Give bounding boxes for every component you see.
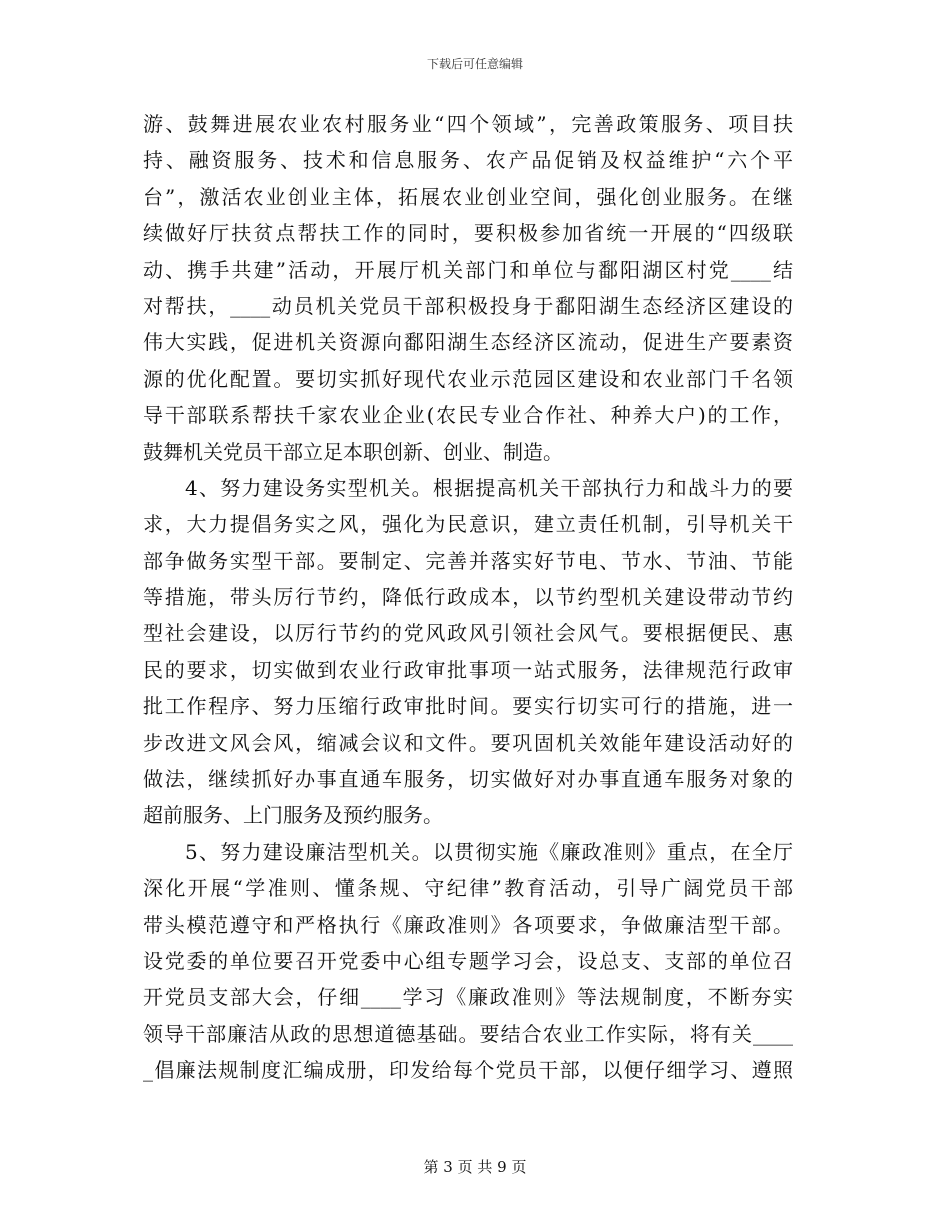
text-line: 开党员支部大会，仔细____学习《廉政准则》等法规制度，不断夯实 <box>143 985 793 1010</box>
text-line: 等措施，带头厉行节约，降低行政成本，以节约型机关建设带动节约 <box>143 585 793 610</box>
text-line: 动、携手共建”活动，开展厅机关部门和单位与鄱阳湖区村党____结 <box>143 257 793 282</box>
text-line: 领导干部廉洁从政的思想道德基础。要结合农业工作实际，将有关____ <box>143 1021 793 1046</box>
text-line: 导干部联系帮扶千家农业企业(农民专业合作社、种养大户)的工作， <box>143 403 793 428</box>
section-heading-line: 4、努力建设务实型机关。根据提高机关干部执行力和战斗力的要 <box>185 475 793 500</box>
text-line: 求，大力提倡务实之风，强化为民意识，建立责任机制，引导机关干 <box>143 512 793 537</box>
page-number: 第 3 页 共 9 页 <box>423 1158 527 1176</box>
text-line: 源的优化配置。要切实抓好现代农业示范园区建设和农业部门千名领 <box>143 366 793 391</box>
text-line: 设党委的单位要召开党委中心组专题学习会，设总支、支部的单位召 <box>143 948 793 973</box>
text-line: 伟大实践，促进机关资源向鄱阳湖生态经济区流动，促进生产要素资 <box>143 330 793 355</box>
text-line: _倡廉法规制度汇编成册，印发给每个党员干部，以便仔细学习、遵照 <box>143 1058 793 1083</box>
text-line: 深化开展“学准则、懂条规、守纪律”教育活动，引导广阔党员干部 <box>143 876 793 901</box>
text-line: 做法，继续抓好办事直通车服务，切实做好对办事直通车服务对象的 <box>143 767 793 792</box>
text-line: 续做好厅扶贫点帮扶工作的同时，要积极参加省统一开展的“四级联 <box>143 221 793 246</box>
text-line: 批工作程序、努力压缩行政审批时间。要实行切实可行的措施，进一 <box>143 694 793 719</box>
text-line: 台”，激活农业创业主体，拓展农业创业空间，强化创业服务。在继 <box>143 184 793 209</box>
text-line: 对帮扶，____动员机关党员干部积极投身于鄱阳湖生态经济区建设的 <box>143 293 793 318</box>
section-heading-line: 5、努力建设廉洁型机关。以贯彻实施《廉政准则》重点，在全厅 <box>185 839 793 864</box>
text-line: 民的要求，切实做到农业行政审批事项一站式服务，法律规范行政审 <box>143 657 793 682</box>
text-line: 型社会建设，以厉行节约的党风政风引领社会风气。要根据便民、惠 <box>143 621 793 646</box>
text-line: 游、鼓舞进展农业农村服务业“四个领域”，完善政策服务、项目扶 <box>143 112 793 136</box>
page-header: 下载后可任意编辑 <box>426 57 523 71</box>
body-text <box>143 106 793 1089</box>
text-line: 鼓舞机关党员干部立足本职创新、创业、制造。 <box>143 439 563 464</box>
text-line: 部争做务实型干部。要制定、完善并落实好节电、节水、节油、节能 <box>143 548 793 573</box>
text-line: 带头模范遵守和严格执行《廉政准则》各项要求，争做廉洁型干部。 <box>143 912 793 937</box>
text-line: 步改进文风会风，缩减会议和文件。要巩固机关效能年建设活动好的 <box>143 730 793 755</box>
text-line: 持、融资服务、技术和信息服务、农产品促销及权益维护“六个平 <box>143 148 793 173</box>
text-line: 超前服务、上门服务及预约服务。 <box>143 803 443 828</box>
